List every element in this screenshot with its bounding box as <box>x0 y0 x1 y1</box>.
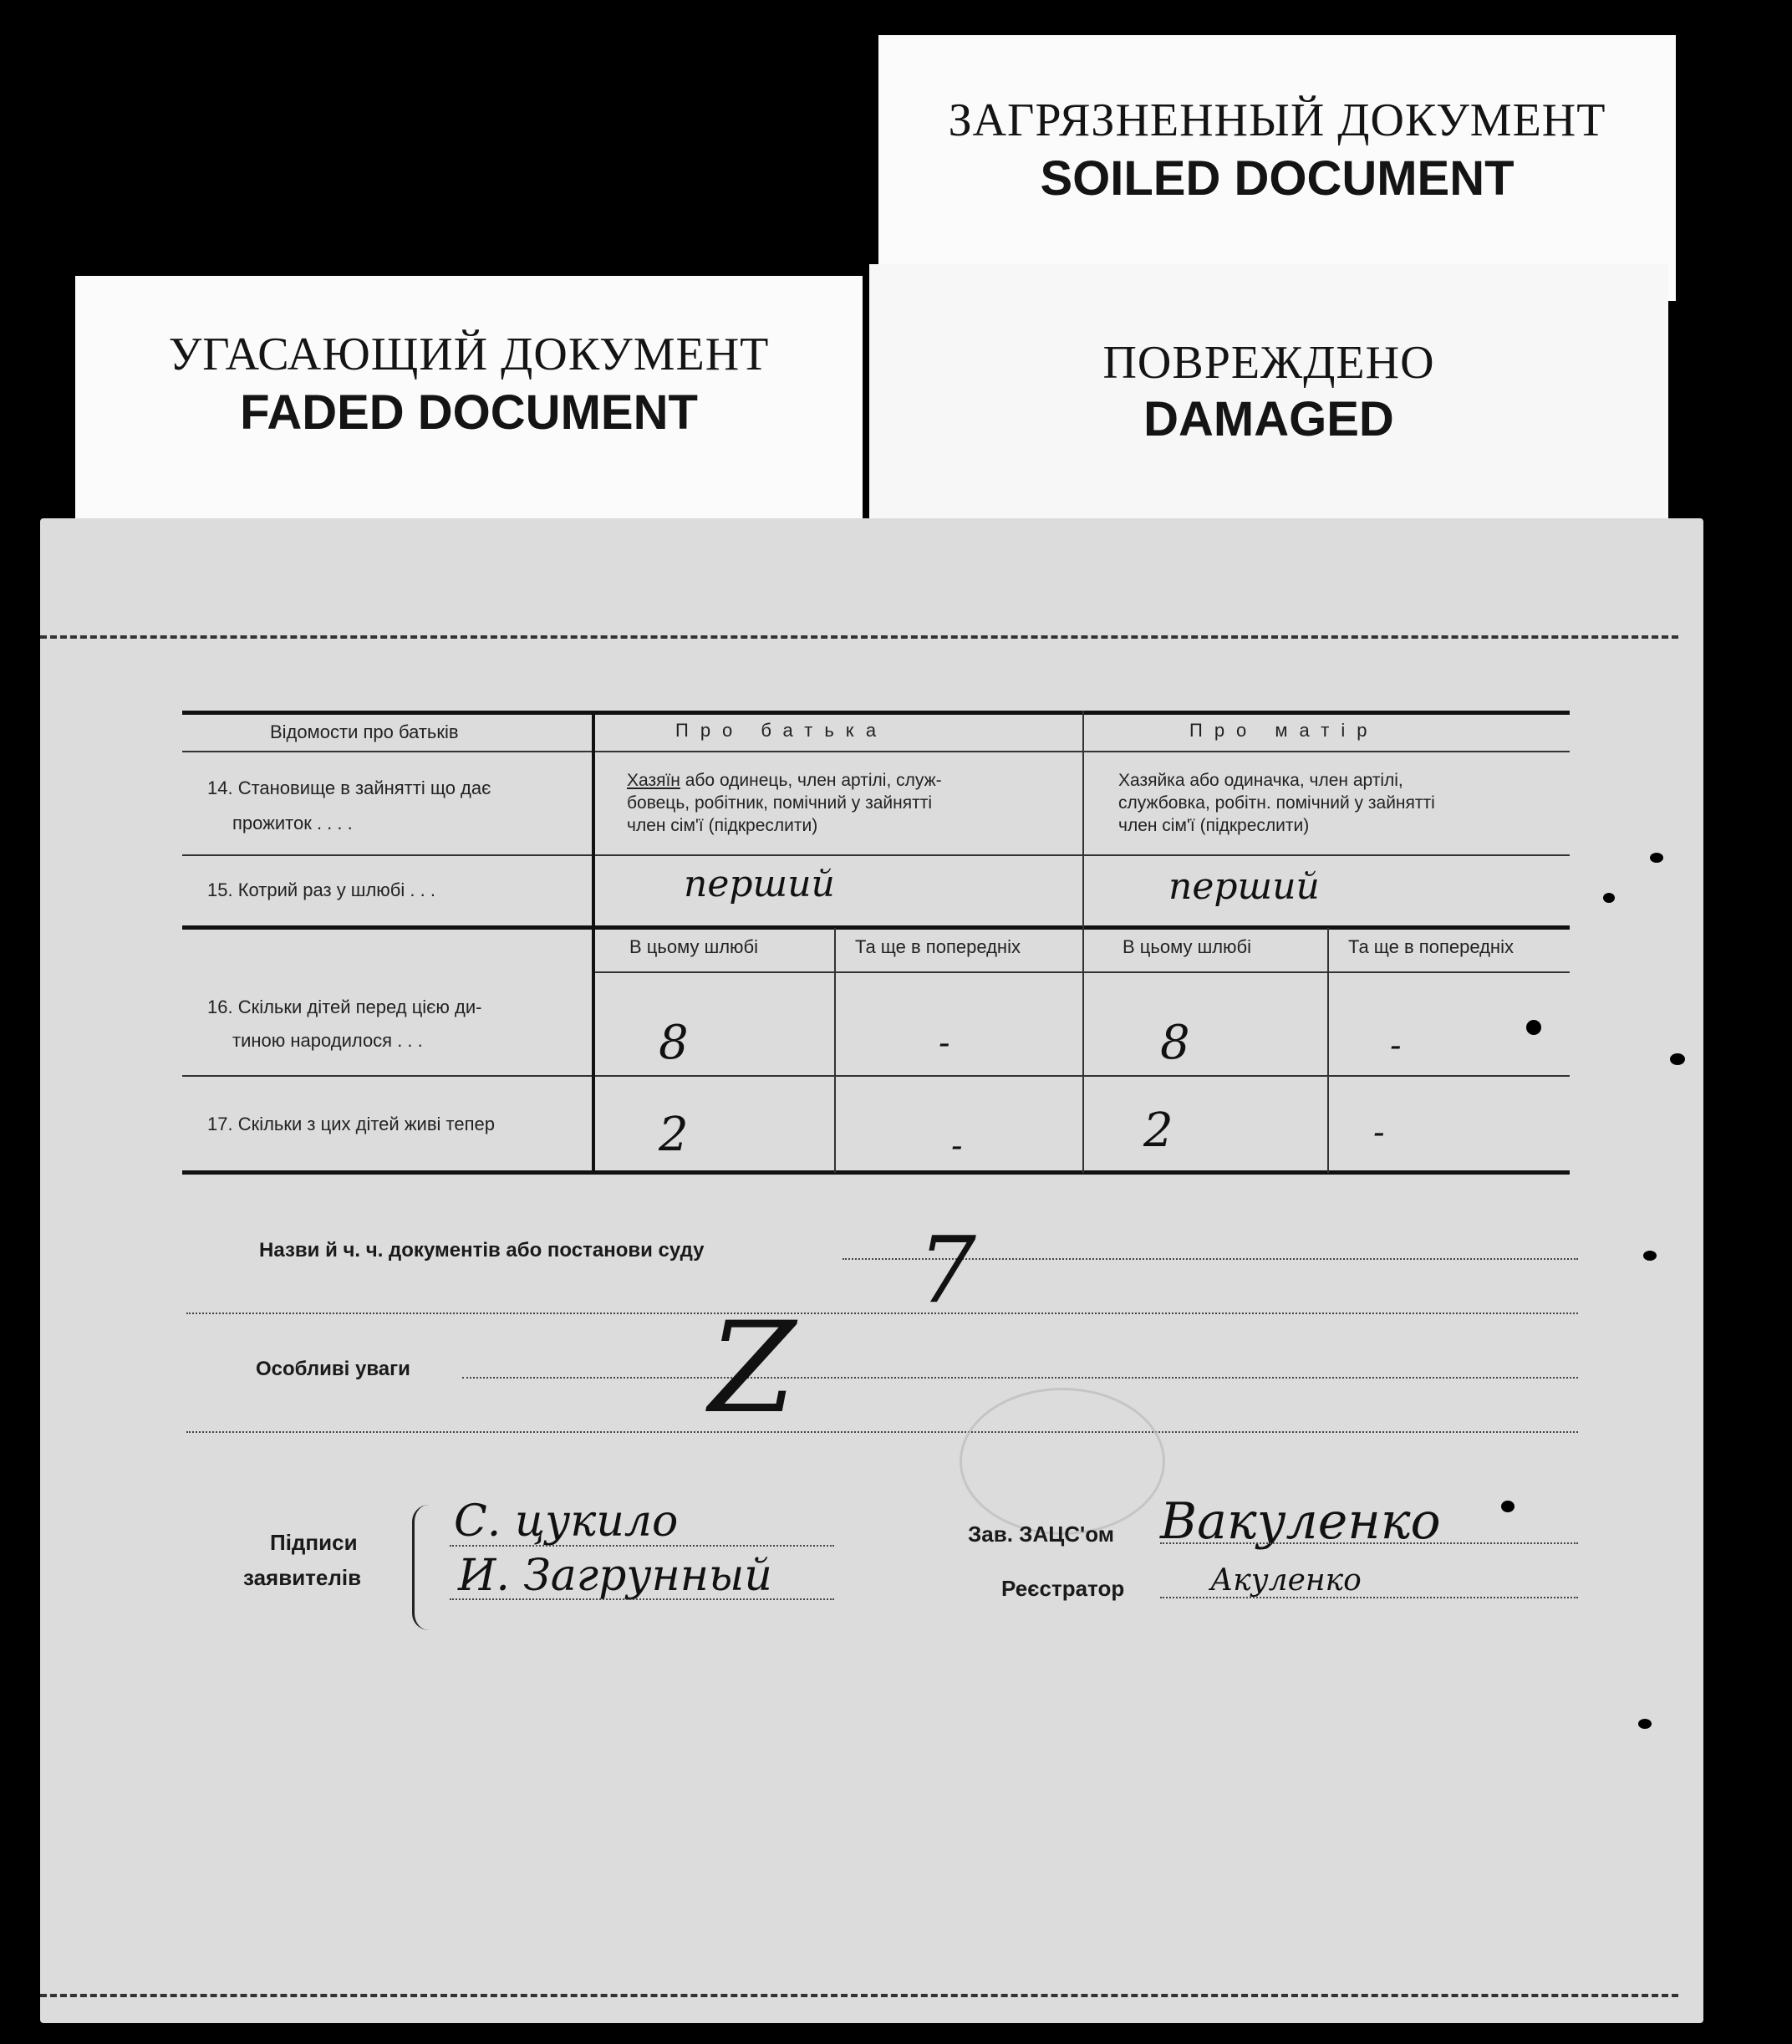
table-bottom-rule <box>182 1170 1570 1175</box>
remarks-line-2 <box>186 1431 1578 1433</box>
soiled-document-card <box>878 35 1676 301</box>
applicant-line-2 <box>450 1598 834 1600</box>
remarks-line <box>462 1377 1578 1379</box>
remarks-label: Особливі уваги <box>256 1358 410 1380</box>
signatures-label-1: Підписи <box>270 1530 358 1555</box>
faded-card-en: FADED DOCUMENT <box>240 385 698 440</box>
row14-father-rest: або одинець, член артілі, служ- <box>680 771 942 790</box>
applicant-signature-2: И. Загрунный <box>458 1551 772 1601</box>
damaged-document-card <box>869 264 1668 540</box>
subheader-rule <box>592 971 1570 973</box>
row14-mother-text <box>1118 769 1435 837</box>
row17-mother-this: 2 <box>1143 1104 1173 1158</box>
binding-hole <box>1603 893 1615 903</box>
binding-hole <box>1643 1251 1657 1261</box>
remarks-value: Z <box>709 1296 797 1441</box>
row16-father-prev: - <box>939 1024 950 1063</box>
head-line <box>1160 1542 1578 1544</box>
col-divider-main <box>592 711 595 1173</box>
header-father: Про батька <box>675 720 888 741</box>
row16-label-2: тиною народилося . . . <box>232 1030 423 1051</box>
damaged-card-en: DAMAGED <box>1143 392 1394 446</box>
mother-previous: Та ще в попередніх <box>1348 936 1514 957</box>
applicant-signature-1: С. цукило <box>454 1496 679 1547</box>
row14-father-line2: бовець, робітник, помічний у зайнятті <box>627 793 933 813</box>
header-parents: Відомости про батьків <box>270 721 459 742</box>
top-perforation <box>40 635 1678 639</box>
documents-label: Назви й ч. ч. документів або постанови суду <box>259 1239 705 1262</box>
documents-value: 7 <box>918 1216 976 1323</box>
row14-mother-line3: член сім'ї (підкреслити) <box>1118 816 1310 835</box>
row15-father-value: перший <box>684 863 835 905</box>
header-rule <box>182 751 1570 752</box>
father-previous: Та ще в попередніх <box>855 936 1021 957</box>
faded-card-ru: УГАСАЮЩИЙ ДОКУМЕНТ <box>168 329 770 380</box>
row14-rule <box>182 854 1570 856</box>
binding-hole <box>1501 1501 1515 1512</box>
row14-label-1: 14. Становище в зайнятті що дає <box>207 777 491 798</box>
head-signature: Вакуленко <box>1160 1492 1441 1551</box>
row17-label: 17. Скільки з цих дітей живі тепер <box>207 1114 495 1134</box>
head-label: Зав. ЗАЦС'ом <box>968 1522 1114 1547</box>
col-divider-mother <box>1082 711 1084 1173</box>
row14-father-text <box>627 769 942 837</box>
binding-hole <box>1526 1020 1541 1035</box>
registrar-line <box>1160 1597 1578 1598</box>
row14-mother-line2: службовка, робітн. помічний у зайнятті <box>1118 793 1435 813</box>
damaged-card-ru: ПОВРЕЖДЕНО <box>1102 337 1435 389</box>
col-divider-mother-prev <box>1327 928 1329 1173</box>
row14-mother-line1: Хазяйка або одиначка, член артілі, <box>1118 771 1403 790</box>
binding-hole <box>1650 853 1663 863</box>
row16-mother-prev: - <box>1390 1027 1402 1065</box>
binding-hole <box>1638 1719 1652 1729</box>
row15-label: 15. Котрий раз у шлюбі . . . <box>207 879 435 900</box>
applicant-line-1 <box>450 1545 834 1547</box>
binding-hole <box>1670 1053 1685 1065</box>
mother-this-marriage: В цьому шлюбі <box>1123 936 1252 957</box>
row16-father-this: 8 <box>659 1016 689 1070</box>
row16-mother-this: 8 <box>1160 1016 1190 1070</box>
signatures-label-2: заявителів <box>243 1565 362 1590</box>
form-sheet <box>40 518 1703 2023</box>
soiled-card-ru: ЗАГРЯЗНЕННЫЙ ДОКУМЕНТ <box>948 94 1606 146</box>
col-divider-father-prev <box>834 928 836 1173</box>
header-mother: Про матір <box>1189 720 1379 741</box>
row17-father-prev: - <box>951 1127 963 1165</box>
row17-mother-prev: - <box>1373 1114 1385 1152</box>
row17-father-this: 2 <box>659 1108 689 1162</box>
row15-rule <box>182 925 1570 930</box>
row14-father-underlined: Хазяїн <box>627 771 680 790</box>
faded-stamp <box>960 1388 1165 1535</box>
documents-line-2 <box>186 1313 1578 1314</box>
registrar-signature: Акуленко <box>1210 1563 1362 1598</box>
row15-mother-value: перший <box>1168 865 1320 908</box>
row14-father-line3: член сім'ї (підкреслити) <box>627 816 818 835</box>
soiled-card-en: SOILED DOCUMENT <box>1040 151 1515 206</box>
table-top-rule <box>182 711 1570 715</box>
bottom-perforation <box>40 1994 1678 1997</box>
father-this-marriage: В цьому шлюбі <box>629 936 759 957</box>
row16-rule <box>182 1075 1570 1077</box>
registrar-label: Реєстратор <box>1001 1576 1125 1601</box>
row16-label-1: 16. Скільки дітей перед цією ди- <box>207 997 482 1017</box>
row14-label-2: прожиток . . . . <box>232 813 353 833</box>
faded-document-card <box>75 276 863 527</box>
signatures-brace <box>412 1505 431 1630</box>
